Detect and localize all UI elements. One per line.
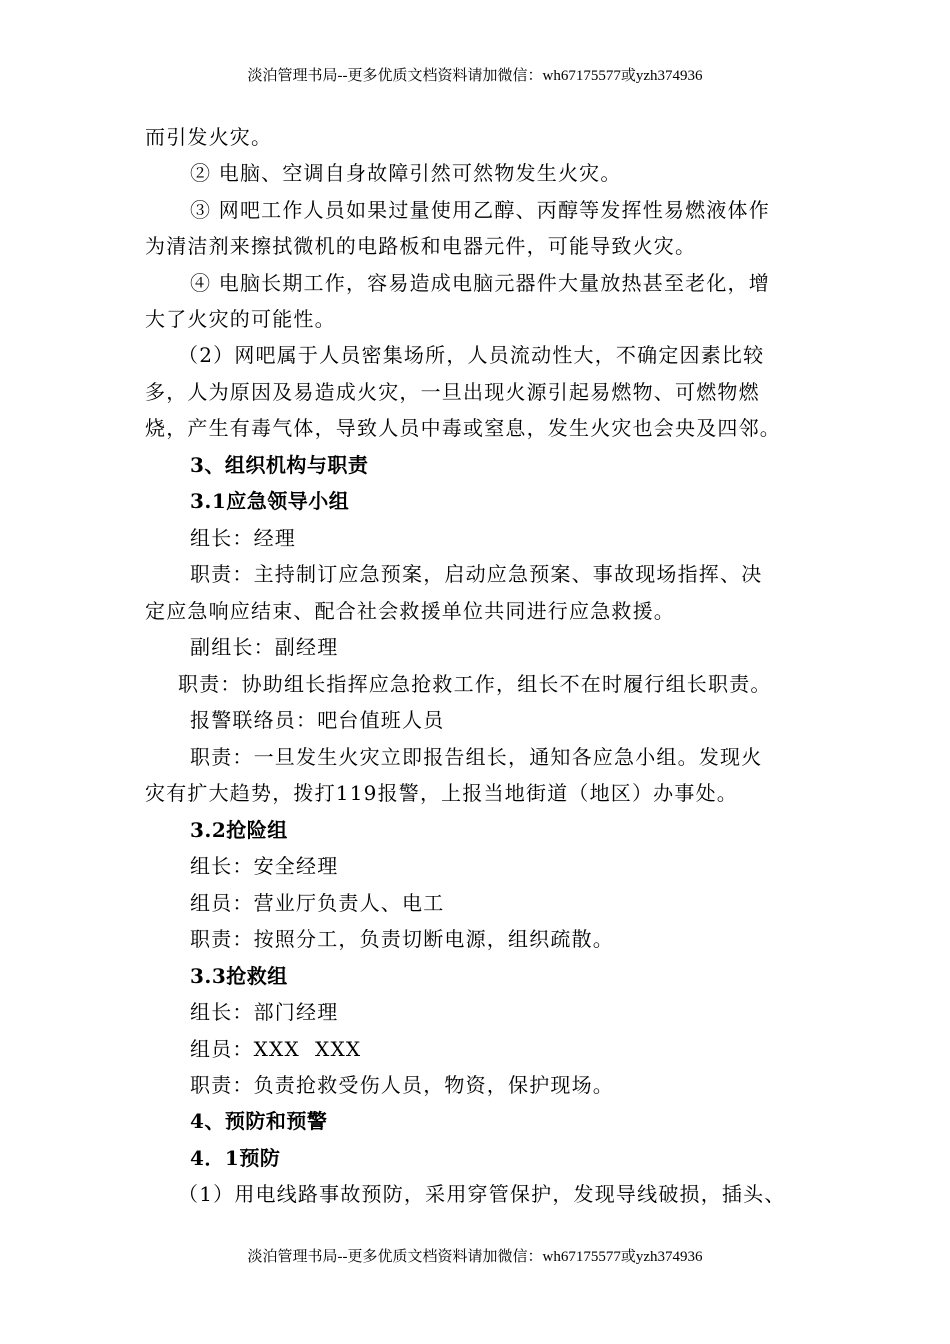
text-line: 灾有扩大趋势，拨打119报警，上报当地街道（地区）办事处。 bbox=[145, 781, 738, 805]
subsection-heading: 3.2抢险组 bbox=[190, 818, 288, 842]
text-line: 职责：协助组长指挥应急抢救工作，组长不在时履行组长职责。 bbox=[178, 672, 772, 696]
text-line: （2）网吧属于人员密集场所，人员流动性大，不确定因素比较 bbox=[178, 343, 765, 367]
page-footer-watermark: 淡泊管理书局--更多优质文档资料请加微信：wh67175577或yzh374936 bbox=[247, 1249, 703, 1265]
text-line: 而引发火灾。 bbox=[145, 125, 273, 149]
subsection-heading: 3.1应急领导小组 bbox=[190, 489, 350, 513]
text-line: 组长：经理 bbox=[190, 526, 296, 550]
text-line: 报警联络员：吧台值班人员 bbox=[190, 708, 445, 732]
subsection-heading: 3.3抢救组 bbox=[190, 964, 288, 988]
text-line: 定应急响应结束、配合社会救援单位共同进行应急救援。 bbox=[145, 599, 675, 623]
text-line: ② 电脑、空调自身故障引然可然物发生火灾。 bbox=[190, 161, 622, 185]
text-line: 组员：XXX XXX bbox=[190, 1037, 362, 1061]
text-line: 职责：按照分工，负责切断电源，组织疏散。 bbox=[190, 927, 614, 951]
text-line: （1）用电线路事故预防，采用穿管保护，发现导线破损，插头、 bbox=[178, 1182, 786, 1206]
text-line: 职责：主持制订应急预案，启动应急预案、事故现场指挥、决 bbox=[190, 562, 763, 586]
text-line: ④ 电脑长期工作，容易造成电脑元器件大量放热甚至老化，增 bbox=[190, 271, 770, 295]
text-line: 烧，产生有毒气体，导致人员中毒或窒息，发生火灾也会央及四邻。 bbox=[145, 416, 781, 440]
text-line: 职责：负责抢救受伤人员，物资，保护现场。 bbox=[190, 1073, 614, 1097]
text-line: 大了火灾的可能性。 bbox=[145, 307, 336, 331]
text-line: 组员：营业厅负责人、电工 bbox=[190, 891, 445, 915]
text-line: 为清洁剂来擦拭微机的电路板和电器元件，可能导致火灾。 bbox=[145, 234, 697, 258]
page-header-watermark: 淡泊管理书局--更多优质文档资料请加微信：wh67175577或yzh374936 bbox=[247, 68, 703, 84]
text-line: 副组长：副经理 bbox=[190, 635, 339, 659]
subsection-heading: 4．1预防 bbox=[190, 1146, 281, 1170]
text-line: 组长：部门经理 bbox=[190, 1000, 339, 1024]
text-line: 组长：安全经理 bbox=[190, 854, 339, 878]
text-line: 职责：一旦发生火灾立即报告组长，通知各应急小组。发现火 bbox=[190, 745, 763, 769]
section-heading: 4、预防和预警 bbox=[190, 1109, 328, 1133]
text-line: ③ 网吧工作人员如果过量使用乙醇、丙醇等发挥性易燃液体作 bbox=[190, 198, 770, 222]
text-line: 多，人为原因及易造成火灾，一旦出现火源引起易燃物、可燃物燃 bbox=[145, 380, 760, 404]
section-heading: 3、组织机构与职责 bbox=[190, 453, 369, 477]
